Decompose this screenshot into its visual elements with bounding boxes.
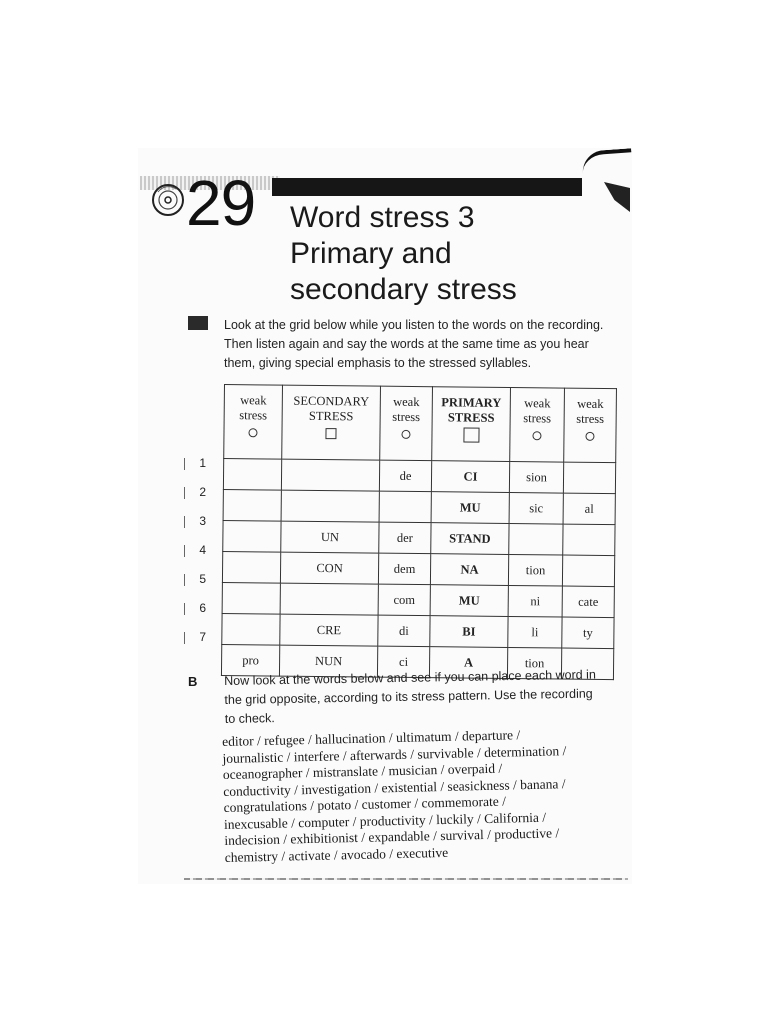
table-cell: MU: [430, 585, 508, 617]
table-cell: com: [378, 584, 430, 616]
header-weak-stress: weak stress: [564, 388, 617, 463]
stress-table: [221, 384, 617, 680]
table-row: [222, 551, 614, 586]
instruction-line: them, giving special emphasis to the stressed syllables.: [224, 356, 532, 370]
table-cell: [379, 491, 431, 523]
stress-grid: [221, 384, 617, 680]
unit-number: 29: [186, 167, 256, 239]
word-line: inexcusable / computer / productivity / luckily / California /: [223, 809, 547, 832]
word-line: oceanographer / mistranslate / musician / overpaid /: [222, 760, 503, 782]
row-number: 6: [186, 601, 206, 615]
word-line: indecision / exhibitionist / expandable / survival / productive /: [224, 825, 560, 848]
primary-stress-square-icon: [463, 428, 479, 443]
header-primary-stress: PRIMARY STRESS: [432, 387, 511, 462]
table-cell: UN: [281, 521, 379, 553]
table-cell: [222, 582, 280, 614]
table-cell: de: [379, 460, 431, 492]
instruction-line: Look at the grid below while you listen to the words on the recording.: [224, 318, 604, 332]
title-line: Word stress 3: [290, 201, 475, 234]
table-cell: ni: [508, 585, 562, 617]
instruction-line: Then listen again and say the words at the same time as you hear: [224, 337, 589, 351]
table-cell: MU: [431, 492, 509, 524]
instruction-line: the grid opposite, according to its stress pattern. Use the recording: [224, 686, 593, 707]
weak-stress-circle-icon: [532, 431, 541, 440]
table-cell: [222, 613, 280, 645]
table-cell: [280, 583, 378, 615]
table-cell: BI: [430, 616, 508, 648]
cd-icon: [150, 180, 190, 220]
table-cell: ty: [562, 617, 614, 649]
row-number: 1: [186, 456, 206, 470]
word-line: conductivity / investigation / existential / seasickness / banana /: [223, 775, 566, 799]
table-cell: A: [429, 647, 507, 679]
instruction-line: Now look at the words below and see if you can place each word in: [224, 667, 596, 688]
table-cell: CI: [431, 461, 509, 493]
weak-stress-circle-icon: [401, 430, 410, 439]
table-row: [223, 489, 615, 524]
table-cell: [223, 489, 281, 521]
table-cell: sion: [509, 461, 563, 493]
table-cell: [281, 459, 379, 491]
table-cell: NUN: [279, 645, 377, 677]
table-cell: der: [379, 522, 431, 554]
table-cell: STAND: [431, 523, 509, 555]
row-number: 3: [186, 514, 206, 528]
bottom-rule: [184, 878, 628, 880]
word-line: journalistic / interfere / afterwards / survivable / determination /: [222, 742, 567, 766]
table-cell: [223, 520, 281, 552]
table-cell: [509, 523, 563, 555]
header-weak-stress: weak stress: [380, 386, 433, 461]
table-row: [222, 582, 614, 617]
table-cell: li: [508, 616, 562, 648]
section-b-marker: B: [188, 674, 198, 689]
weak-stress-circle-icon: [248, 428, 257, 437]
table-cell: di: [378, 615, 430, 647]
title-line: secondary stress: [290, 273, 517, 306]
secondary-stress-square-icon: [325, 428, 336, 439]
table-cell: tion: [508, 554, 562, 586]
section-a-instructions: [224, 316, 624, 373]
row-number: 4: [186, 543, 206, 557]
row-number: 2: [186, 485, 206, 499]
row-number: 7: [186, 630, 206, 644]
table-cell: [281, 490, 379, 522]
header-weak-stress: weak stress: [224, 385, 283, 460]
table-cell: sic: [509, 492, 563, 524]
table-row: [223, 520, 615, 555]
table-cell: [223, 459, 281, 491]
table-cell: [222, 551, 280, 583]
table-cell: CRE: [280, 614, 378, 646]
section-a-marker: [188, 316, 208, 330]
table-cell: [563, 462, 615, 494]
table-cell: CON: [280, 552, 378, 584]
table-cell: cate: [562, 586, 614, 618]
table-cell: al: [563, 493, 615, 525]
instruction-line: to check.: [224, 711, 275, 726]
word-line: congratulations / potato / customer / commemorate /: [223, 793, 507, 815]
table-cell: ci: [377, 646, 429, 678]
header-weak-stress: weak stress: [510, 388, 565, 463]
table-cell: pro: [221, 644, 279, 676]
header-secondary-stress: SECONDARY STRESS: [282, 385, 381, 460]
title-line: Primary and: [290, 237, 452, 270]
table-row: [222, 613, 614, 648]
row-number: 5: [186, 572, 206, 586]
table-row: [223, 459, 615, 494]
table-cell: [562, 555, 614, 587]
header-bar: [272, 178, 582, 196]
section-b-instructions: [224, 665, 625, 729]
word-line: chemistry / activate / avocado / executive: [224, 844, 449, 865]
table-cell: tion: [507, 647, 561, 679]
table-header-row: [224, 385, 617, 463]
unit-title: [290, 200, 517, 308]
table-cell: NA: [430, 554, 508, 586]
weak-stress-circle-icon: [585, 432, 594, 441]
word-list: [222, 725, 625, 866]
table-cell: dem: [378, 553, 430, 585]
table-cell: [563, 524, 615, 556]
word-line: editor / refugee / hallucination / ultimatum / departure /: [222, 727, 521, 749]
